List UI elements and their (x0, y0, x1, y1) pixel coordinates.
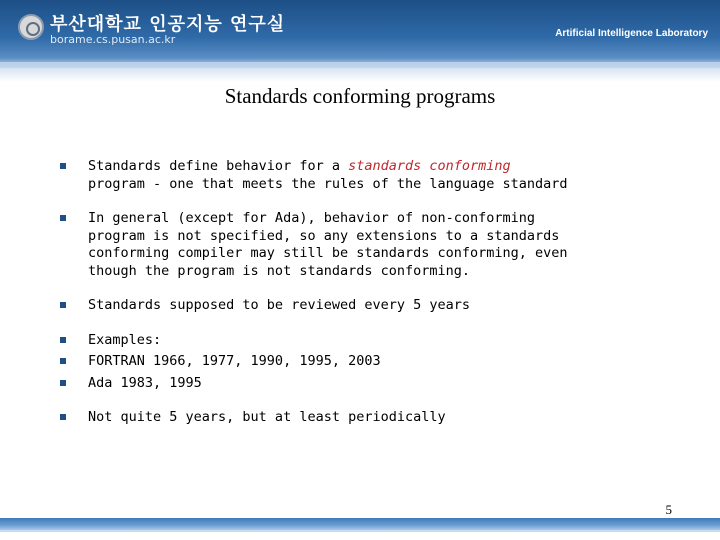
bullet-icon (60, 215, 66, 221)
slide-title: Standards conforming programs (224, 84, 496, 108)
bullet-icon (60, 358, 66, 364)
emphasis-text: standards conforming (348, 158, 511, 174)
bullet-text: Ada 1983, 1995 (88, 374, 202, 391)
bullet-text: Examples: (88, 331, 162, 348)
footer-bar (0, 518, 720, 530)
lab-name-korean: 부산대학교 인공지능 연구실 (50, 14, 286, 35)
list-item (56, 375, 696, 393)
bullet-list (56, 158, 696, 444)
footer-line (0, 530, 720, 532)
header-fade (0, 62, 720, 82)
bullet-text-part: Standards define behavior for a (88, 158, 349, 174)
list-item (56, 158, 696, 193)
list-item (56, 210, 696, 280)
bullet-icon (60, 302, 66, 308)
list-item (56, 409, 696, 427)
bullet-text: In general (except for Ada), behavior of non-conforming program is not specified, so any extensions to a standards conforming compiler may still be standards conforming, even though the program is not standards conforming. (88, 210, 568, 279)
bullet-text: Standards supposed to be reviewed every 5 years (88, 297, 471, 313)
bullet-text: FORTRAN 1966, 1977, 1990, 1995, 2003 (88, 353, 381, 369)
lab-url: borame.cs.pusan.ac.kr (50, 33, 176, 46)
list-item (56, 297, 696, 315)
bullet-icon (60, 414, 66, 420)
lab-name-english: Artificial Intelligence Laboratory (555, 28, 708, 39)
list-item (56, 353, 696, 371)
bullet-icon (60, 380, 66, 386)
list-item (56, 332, 696, 350)
university-seal-icon (18, 14, 44, 40)
page-number: 5 (665, 502, 672, 517)
bullet-text (88, 158, 696, 193)
header-banner (0, 0, 720, 68)
bullet-text-part: program - one that meets the rules of the language standard (88, 175, 568, 192)
bullet-text: Not quite 5 years, but at least periodically (88, 409, 446, 425)
bullet-icon (60, 337, 66, 343)
bullet-icon (60, 163, 66, 169)
